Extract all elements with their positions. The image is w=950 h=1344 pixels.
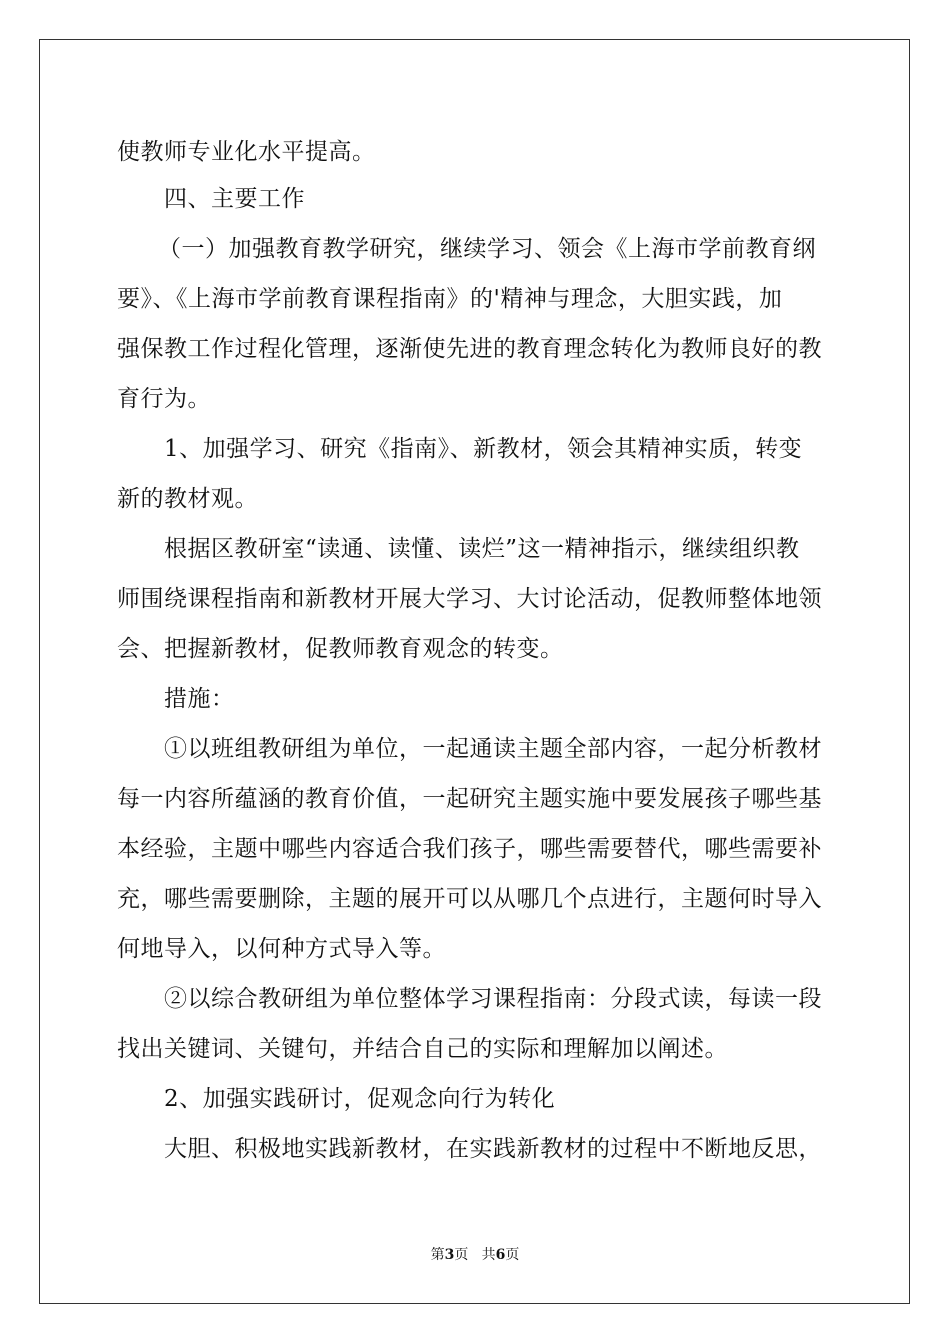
text-line: ①以班组教研组为单位，一起通读主题全部内容，一起分析教材 (164, 736, 822, 762)
text-line: ②以综合教研组为单位整体学习课程指南：分段式读，每读一段 (164, 986, 822, 1012)
text-line: 2、加强实践研讨，促观念向行为转化 (164, 1086, 556, 1112)
page-border (39, 39, 910, 1304)
text-line: 措施： (164, 686, 235, 712)
text-line: 要》、《上海市学前教育课程指南》的'精神与理念，大胆实践，加 (117, 286, 783, 312)
text-line: （一）加强教育教学研究，继续学习、领会《上海市学前教育纲 (158, 236, 816, 262)
text-line: 新的教材观。 (117, 486, 258, 512)
page-number: 3 (444, 1247, 455, 1263)
text-line: 师围绕课程指南和新教材开展大学习、大讨论活动，促教师整体地领 (117, 586, 822, 612)
text-line: 充，哪些需要删除，主题的展开可以从哪几个点进行，主题何时导入 (117, 886, 822, 912)
text-line: 根据区教研室“读通、读懂、读烂”这一精神指示，继续组织教 (164, 536, 800, 562)
text-line: 大胆、积极地实践新教材，在实践新教材的过程中不断地反思， (164, 1136, 822, 1162)
text-line: 每一内容所蕴涵的教育价值，一起研究主题实施中要发展孩子哪些基 (117, 786, 822, 812)
text-line: 找出关键词、关键句，并结合自己的实际和理解加以阐述。 (117, 1036, 728, 1062)
text-line: 何地导入，以何种方式导入等。 (117, 936, 446, 962)
text-line: 本经验，主题中哪些内容适合我们孩子，哪些需要替代，哪些需要补 (117, 836, 822, 862)
total-prefix: 共 (481, 1247, 496, 1263)
total-suffix: 页 (505, 1247, 520, 1263)
total-pages: 6 (495, 1247, 506, 1263)
section-heading: 四、主要工作 (164, 186, 305, 212)
page-prefix: 第 (430, 1247, 445, 1263)
text-line: 育行为。 (117, 386, 211, 412)
text-line: 会、把握新教材，促教师教育观念的转变。 (117, 636, 564, 662)
page-footer (0, 1246, 950, 1264)
page-suffix: 页 (454, 1247, 469, 1263)
text-line: 强保教工作过程化管理，逐渐使先进的教育理念转化为教师良好的教 (117, 336, 822, 362)
text-line: 使教师专业化水平提高。 (117, 139, 376, 165)
text-line: 1、加强学习、研究《指南》、新教材，领会其精神实质，转变 (164, 436, 803, 462)
